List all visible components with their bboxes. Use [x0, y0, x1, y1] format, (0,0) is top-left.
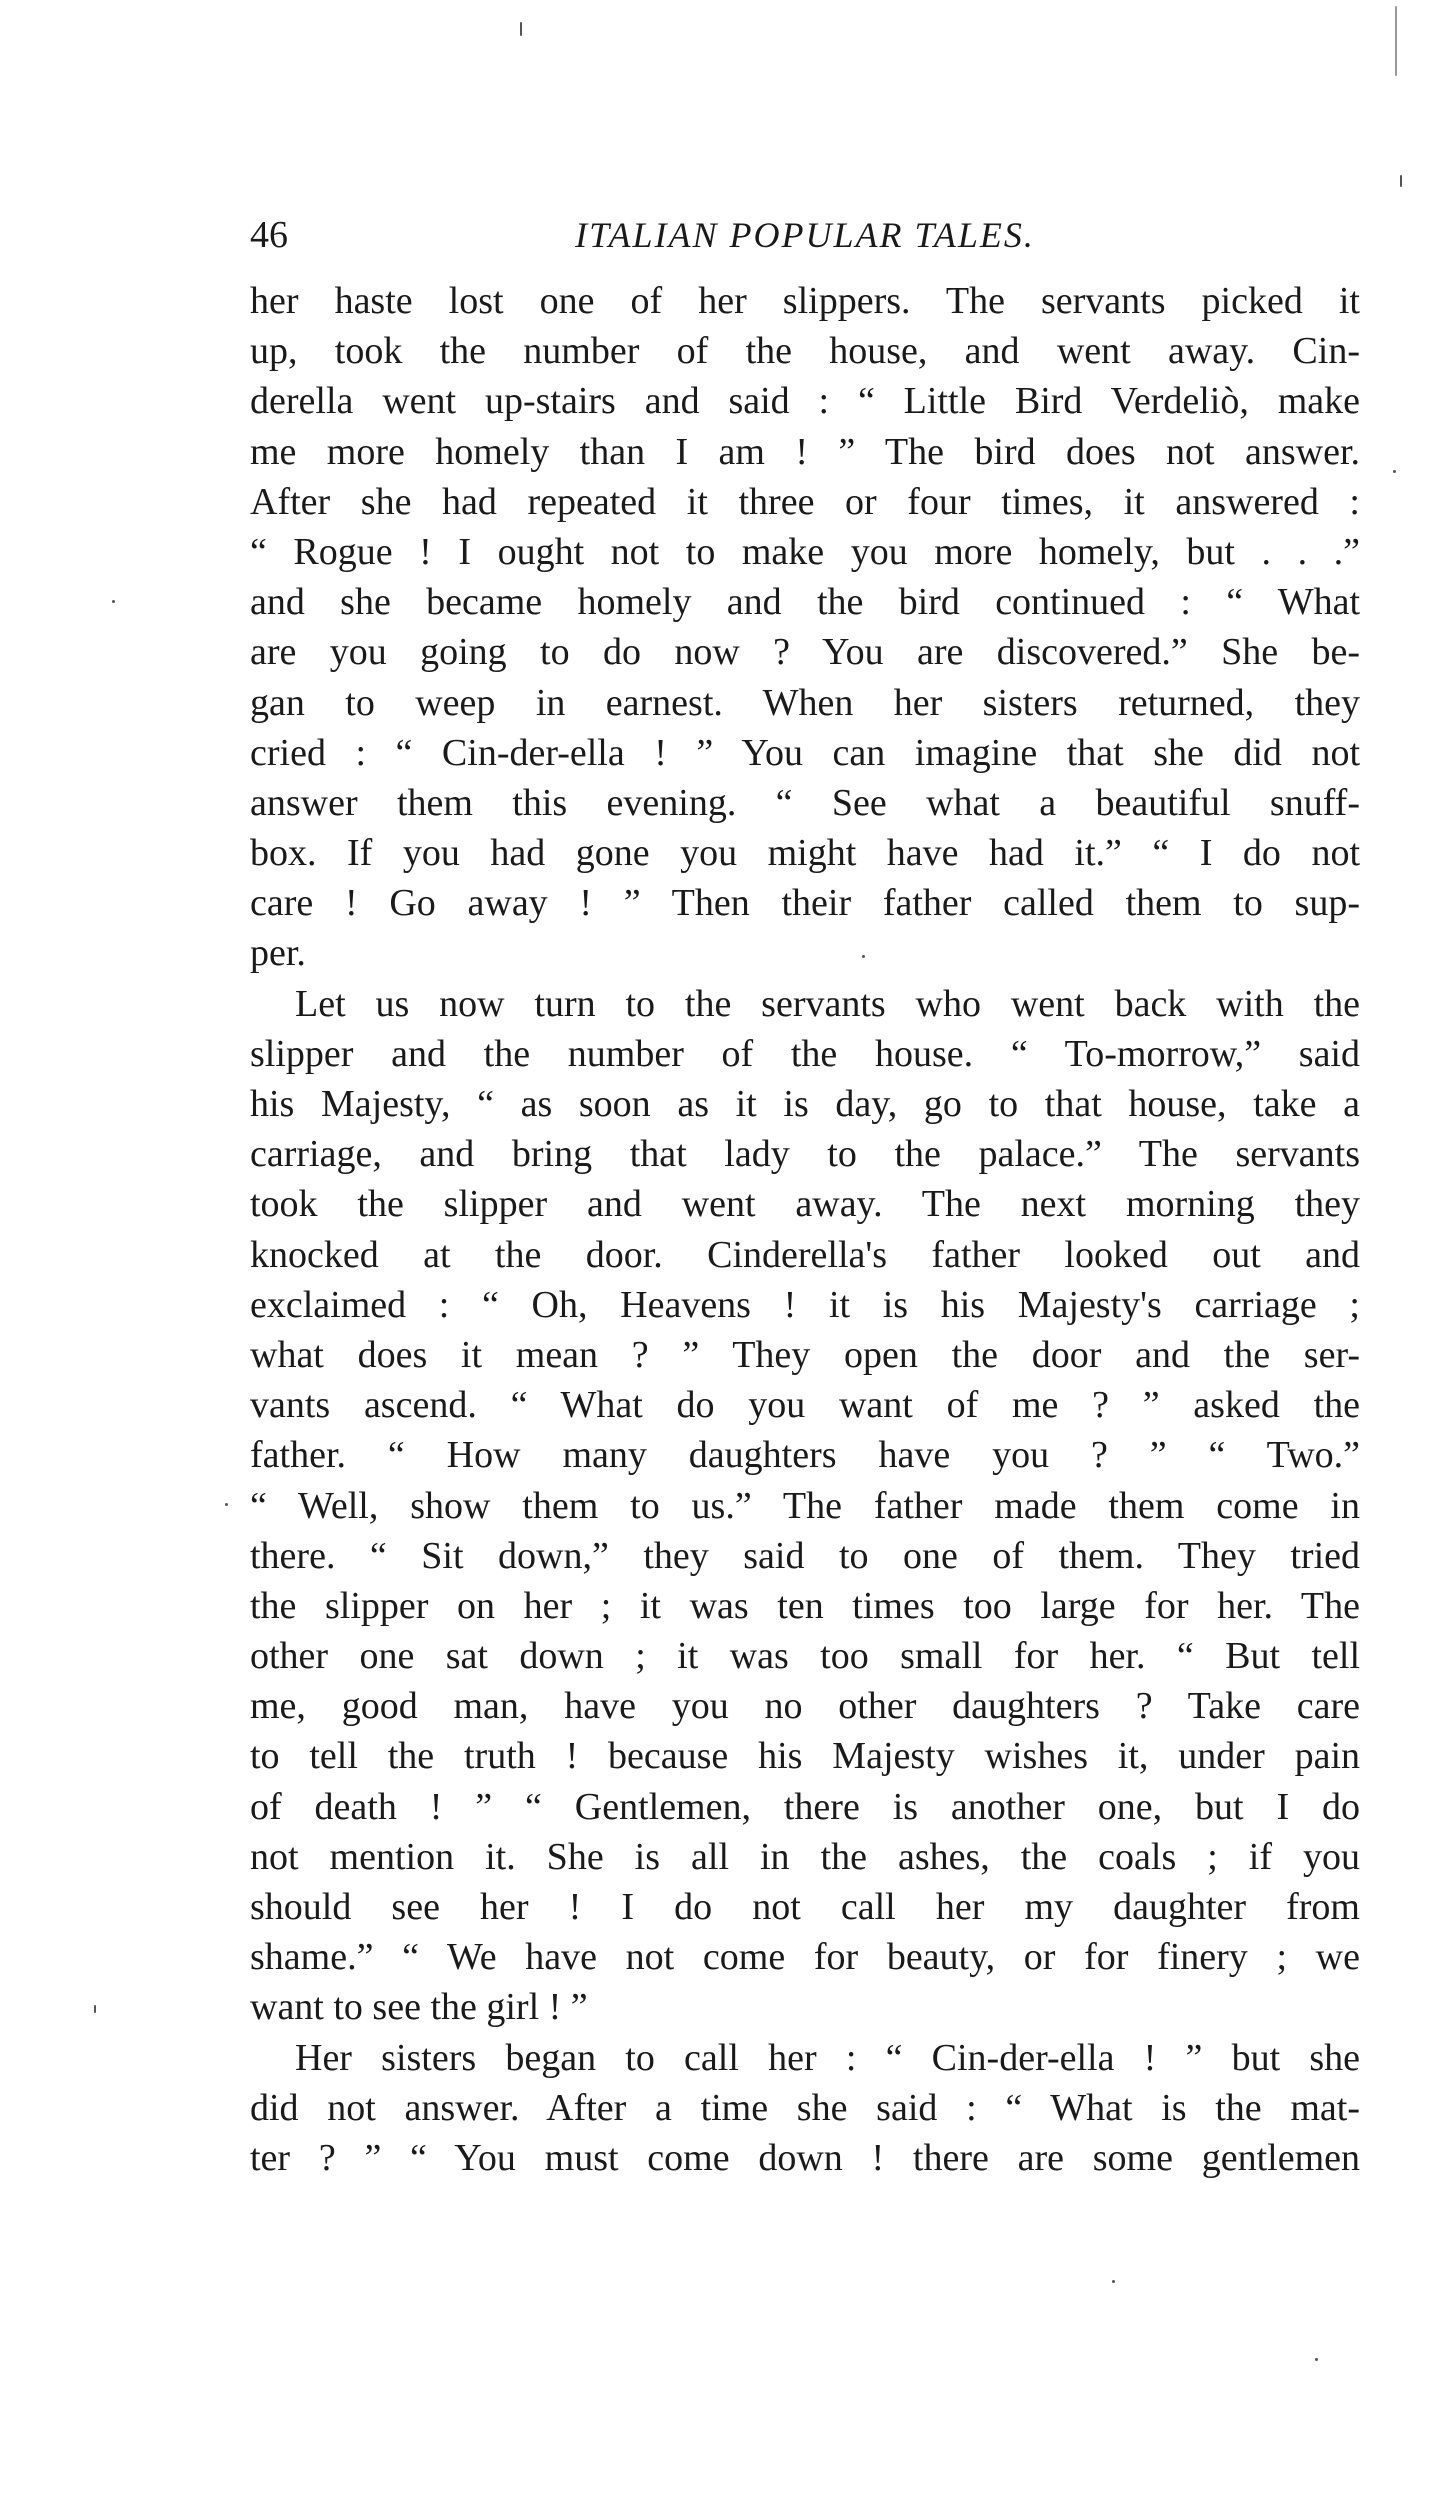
text-line: knocked at the door. Cinderella's father looked out and	[250, 1233, 1360, 1276]
paper-speck	[225, 1503, 228, 1506]
text-line: of death ! ” “ Gentlemen, there is another one, but I do	[250, 1785, 1360, 1828]
paper-speck	[862, 955, 865, 958]
page-number: 46	[250, 214, 288, 256]
text-line: me more homely than I am ! ” The bird does not answer.	[250, 430, 1360, 473]
text-line: should see her ! I do not call her my daughter from	[250, 1886, 1360, 1928]
text-line: not mention it. She is all in the ashes, the coals ; if you	[250, 1835, 1360, 1878]
text-line: her haste lost one of her slippers. The servants picked it	[250, 280, 1360, 322]
text-line-paragraph-start: Her sisters began to call her : “ Cin-der-ella ! ” but she	[295, 2036, 1360, 2079]
running-head	[250, 205, 1360, 265]
text-line: want to see the girl ! ”	[250, 1986, 588, 2029]
text-line: and she became homely and the bird continued : “ What	[250, 581, 1360, 624]
text-line: slipper and the number of the house. “ To-morrow,” said	[250, 1032, 1360, 1075]
text-line: “ Well, show them to us.” The father made them come in	[250, 1484, 1360, 1527]
text-line: took the slipper and went away. The next morning they	[250, 1183, 1360, 1226]
text-line: care ! Go away ! ” Then their father called them to sup-	[250, 882, 1360, 925]
paper-speck	[1400, 175, 1402, 187]
text-line: answer them this evening. “ See what a beautiful snuff-	[250, 781, 1360, 824]
text-line: gan to weep in earnest. When her sisters returned, they	[250, 681, 1360, 724]
paper-speck	[1112, 2280, 1115, 2283]
text-line: up, took the number of the house, and went away. Cin-	[250, 330, 1360, 373]
text-line: what does it mean ? ” They open the door and the ser-	[250, 1333, 1360, 1376]
text-line: me, good man, have you no other daughters ? Take care	[250, 1685, 1360, 1728]
text-line: ter ? ” “ You must come down ! there are some gentlemen	[250, 2136, 1360, 2179]
text-line: carriage, and bring that lady to the palace.” The servants	[250, 1133, 1360, 1176]
body-text	[250, 276, 1360, 2183]
text-line: vants ascend. “ What do you want of me ? ” asked the	[250, 1384, 1360, 1427]
text-line: father. “ How many daughters have you ? ” “ Two.”	[250, 1434, 1360, 1477]
text-line: did not answer. After a time she said : “ What is the mat-	[250, 2086, 1360, 2129]
text-line: box. If you had gone you might have had it.” “ I do not	[250, 832, 1360, 875]
text-line: his Majesty, “ as soon as it is day, go to that house, take a	[250, 1083, 1360, 1125]
running-title: ITALIAN POPULAR TALES.	[575, 215, 1035, 255]
text-line: derella went up-stairs and said : “ Little Bird Verdeliò, make	[250, 380, 1360, 423]
paper-speck	[1395, 6, 1397, 76]
text-line: After she had repeated it three or four times, it answered :	[250, 480, 1360, 523]
text-line: per.	[250, 932, 306, 975]
text-line: to tell the truth ! because his Majesty wishes it, under pain	[250, 1735, 1360, 1778]
text-line: the slipper on her ; it was ten times too large for her. The	[250, 1584, 1360, 1627]
paper-speck	[112, 600, 115, 603]
text-line: “ Rogue ! I ought not to make you more homely, but . . .”	[250, 530, 1360, 573]
paper-speck	[520, 22, 522, 36]
paper-speck	[94, 2005, 96, 2013]
text-line: exclaimed : “ Oh, Heavens ! it is his Majesty's carriage ;	[250, 1283, 1360, 1326]
paper-speck	[1393, 470, 1396, 473]
text-line: other one sat down ; it was too small for her. “ But tell	[250, 1635, 1360, 1678]
text-line: shame.” “ We have not come for beauty, or for finery ; we	[250, 1936, 1360, 1979]
text-line: are you going to do now ? You are discovered.” She be-	[250, 631, 1360, 674]
text-line: cried : “ Cin-der-ella ! ” You can imagine that she did not	[250, 731, 1360, 774]
text-line-paragraph-start: Let us now turn to the servants who went back with the	[295, 982, 1360, 1025]
paper-speck	[1315, 2358, 1318, 2361]
text-line: there. “ Sit down,” they said to one of them. They tried	[250, 1534, 1360, 1577]
